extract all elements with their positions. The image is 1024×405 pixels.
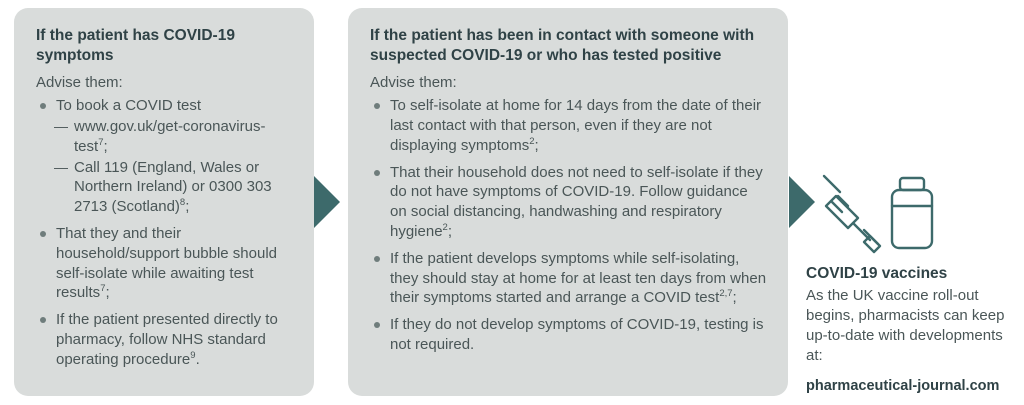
sub-text: Call 119 (England, Wales or Northern Ireland) or 0300 303 2713 (Scotland) [74,158,272,216]
list-item [370,96,768,155]
panel-1-bullet-list [36,96,294,369]
footnote-marker: 7 [98,136,104,148]
syringe-and-vial-icon [806,168,956,263]
panel-contact-case [348,8,788,396]
list-item [36,224,294,303]
footnote-marker: 2 [442,221,448,233]
bullet-text: If they do not develop symptoms of COVID-19, testing is not required. [390,316,764,353]
pharmaceutical-journal-link[interactable]: pharmaceutical-journal.com [806,378,1000,394]
bullet-trail: ; [732,289,737,307]
bullet-text: That they and their household/support bubble should self-isolate while awaiting test results [56,224,278,302]
footnote-marker: 9 [190,349,196,361]
vaccines-body-text: As the UK vaccine roll-out begins, pharmacists can keep up-to-date with developments at: [806,287,1005,364]
bullet-text: To book a COVID test [56,97,202,115]
list-item [56,158,294,217]
bullet-trail: ; [105,284,110,302]
list-item [56,117,294,157]
bullet-text: That their household does not need to self-isolate if they do not have symptoms of COVID-19. Follow guidance on social distancing, handwashing and respiratory hygiene [390,163,763,240]
sub-trail: ; [185,198,190,216]
list-item [36,310,294,369]
bullet-text: If the patient develops symptoms while self-isolating, they should stay at home for at least ten days from when their symptoms started and arrange a COVID test [390,249,767,307]
vaccines-column [806,8,1012,396]
panel-2-advise-label: Advise them: [370,73,457,91]
footnote-marker: 7 [100,283,106,295]
list-item [370,315,768,355]
panel-1-advise-label: Advise them: [36,73,123,91]
bullet-trail: . [195,350,200,368]
arrow-panel-1-to-2 [314,176,340,228]
vaccines-heading: COVID-19 vaccines [806,265,948,282]
list-item [370,249,768,308]
panel-1-sub-list [56,117,294,217]
bullet-trail: ; [534,136,539,154]
sub-trail: ; [103,137,108,155]
bullet-trail: ; [447,222,453,240]
bullet-text: To self-isolate at home for 14 days from the date of their last contact with that person, even if they are not displaying symptoms [390,97,762,154]
bullet-text: If the patient presented directly to pharmacy, follow NHS standard operating procedure [56,311,278,368]
footnote-marker: 2 [529,135,535,147]
panel-2-title: If the patient has been in contact with someone with suspected COVID-19 or who has tested positive [370,27,755,64]
panel-1-title: If the patient has COVID-19 symptoms [36,27,235,64]
panel-covid-symptoms [14,8,314,396]
list-item [370,163,768,242]
panel-2-bullet-list [370,96,768,355]
footnote-marker: 8 [179,197,186,209]
footnote-marker: 2,7 [719,288,733,300]
list-item [36,96,294,217]
sub-text: www.gov.uk/get-coronavirus-test [74,117,266,155]
